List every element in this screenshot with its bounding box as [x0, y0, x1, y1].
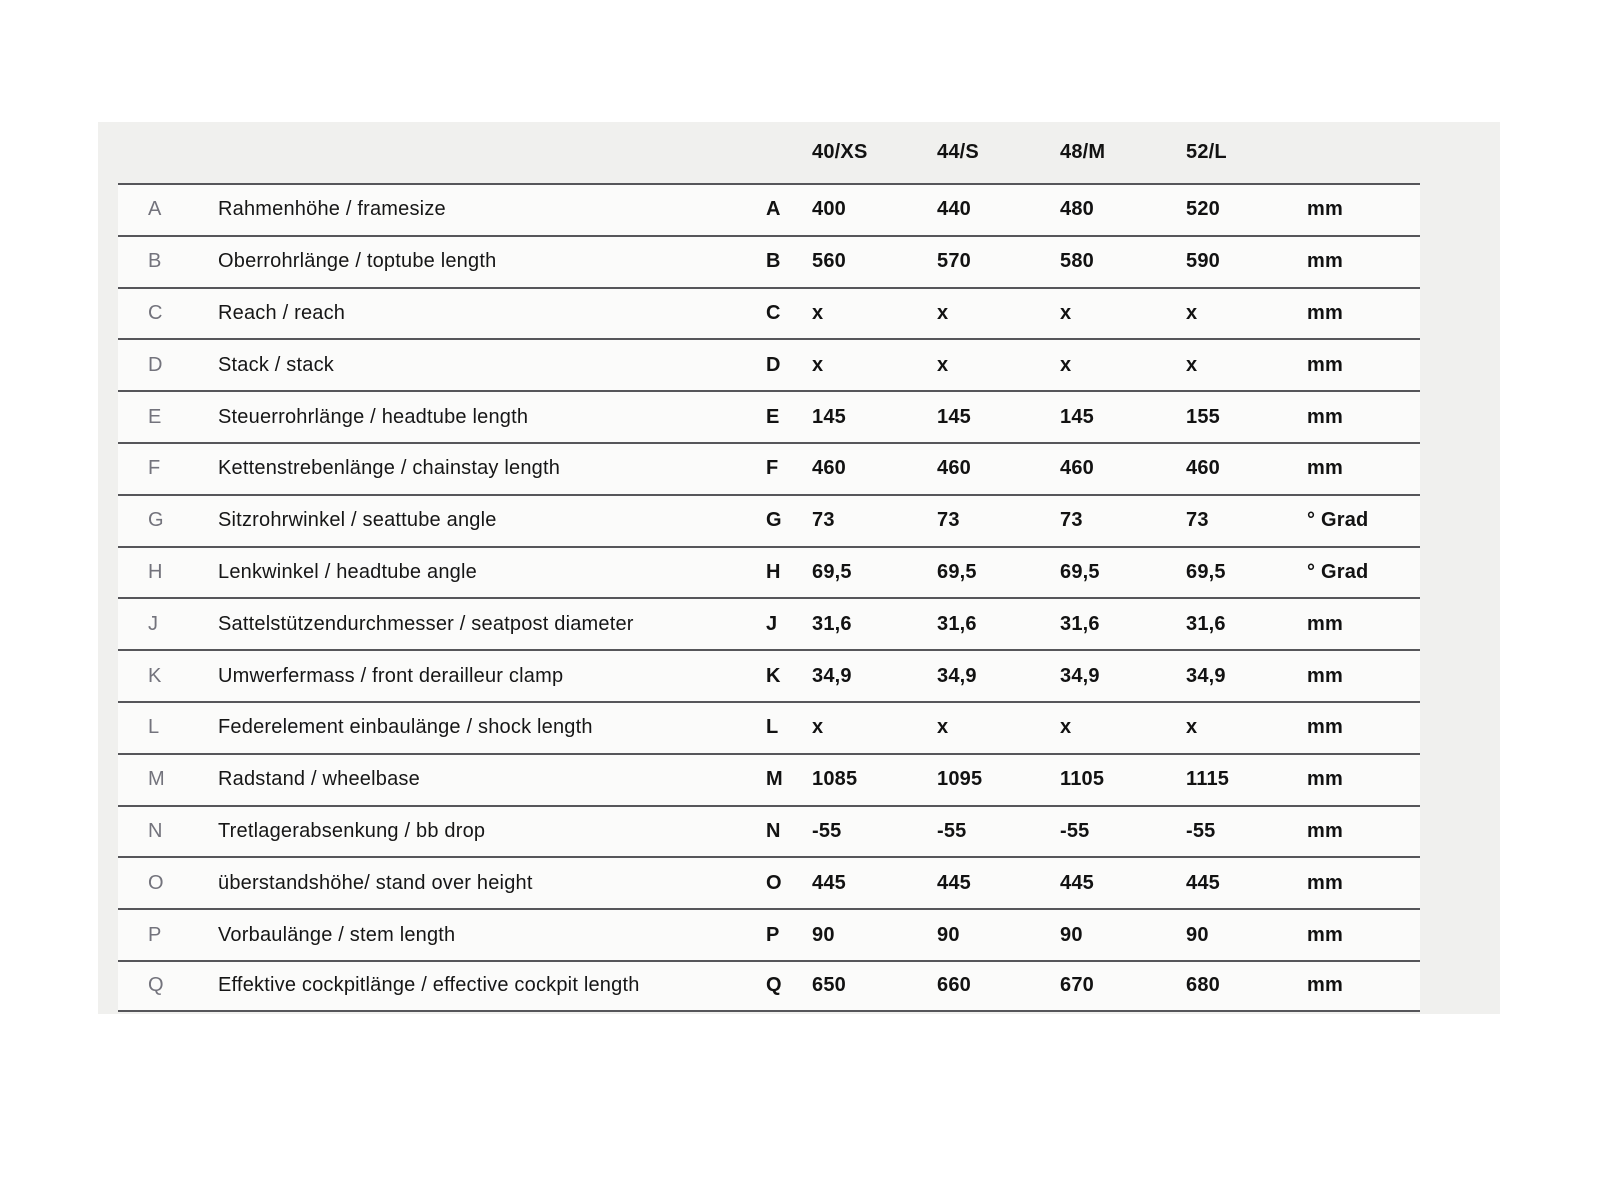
table-row-N	[118, 805, 1420, 857]
value-40xs: 73	[812, 509, 835, 532]
row-letter-right: O	[766, 871, 782, 894]
value-44s: 31,6	[937, 612, 977, 635]
row-unit: mm	[1307, 664, 1343, 687]
row-unit: mm	[1307, 923, 1343, 946]
value-52l: 31,6	[1186, 612, 1226, 635]
row-unit: mm	[1307, 457, 1343, 480]
row-label: Federelement einbaulänge / shock length	[218, 716, 593, 739]
value-40xs: 90	[812, 923, 835, 946]
row-letter-right: C	[766, 301, 781, 324]
value-44s: 73	[937, 509, 960, 532]
row-unit: ° Grad	[1307, 509, 1369, 532]
value-48m: x	[1060, 353, 1072, 376]
value-40xs: 31,6	[812, 612, 852, 635]
table-row-H	[118, 546, 1420, 598]
value-40xs: 400	[812, 198, 846, 221]
value-44s: -55	[937, 819, 967, 842]
row-unit: mm	[1307, 612, 1343, 635]
row-unit: mm	[1307, 974, 1343, 997]
geometry-table	[118, 122, 1420, 1012]
row-letter-left: Q	[148, 974, 164, 997]
row-letter-left: J	[148, 612, 158, 635]
row-unit: ° Grad	[1307, 560, 1369, 583]
row-label: Effektive cockpitlänge / effective cockpit length	[218, 974, 640, 997]
table-row-B	[118, 235, 1420, 287]
value-40xs: x	[812, 716, 824, 739]
row-letter-left: C	[148, 301, 163, 324]
size-header-row	[118, 122, 1420, 183]
row-label: Sattelstützendurchmesser / seatpost diameter	[218, 612, 634, 635]
value-48m: 34,9	[1060, 664, 1100, 687]
value-48m: 145	[1060, 405, 1094, 428]
value-40xs: 69,5	[812, 560, 852, 583]
value-40xs: 650	[812, 974, 846, 997]
table-row-P	[118, 908, 1420, 960]
value-44s: x	[937, 301, 949, 324]
size-header-48m: 48/M	[1060, 141, 1106, 163]
value-48m: x	[1060, 301, 1072, 324]
row-label: Sitzrohrwinkel / seattube angle	[218, 509, 497, 532]
row-letter-right: P	[766, 923, 780, 946]
value-52l: x	[1186, 716, 1198, 739]
value-48m: 670	[1060, 974, 1094, 997]
value-48m: x	[1060, 716, 1072, 739]
row-letter-right: Q	[766, 974, 782, 997]
row-letter-right: E	[766, 405, 780, 428]
row-letter-left: L	[148, 716, 160, 739]
row-unit: mm	[1307, 871, 1343, 894]
table-row-K	[118, 649, 1420, 701]
row-label: Oberrohrlänge / toptube length	[218, 250, 497, 273]
row-letter-right: H	[766, 560, 781, 583]
row-letter-left: O	[148, 871, 164, 894]
value-48m: -55	[1060, 819, 1090, 842]
row-letter-right: D	[766, 353, 781, 376]
row-letter-right: L	[766, 716, 779, 739]
table-row-C	[118, 287, 1420, 339]
row-unit: mm	[1307, 405, 1343, 428]
value-40xs: x	[812, 353, 824, 376]
value-48m: 31,6	[1060, 612, 1100, 635]
value-52l: 73	[1186, 509, 1209, 532]
value-48m: 445	[1060, 871, 1094, 894]
table-row-F	[118, 442, 1420, 494]
row-letter-left: A	[148, 198, 162, 221]
row-label: Vorbaulänge / stem length	[218, 923, 456, 946]
value-52l: 90	[1186, 923, 1209, 946]
value-40xs: x	[812, 301, 824, 324]
row-letter-right: J	[766, 612, 778, 635]
row-unit: mm	[1307, 353, 1343, 376]
value-48m: 90	[1060, 923, 1083, 946]
row-letter-left: G	[148, 509, 164, 532]
value-48m: 69,5	[1060, 560, 1100, 583]
row-letter-right: F	[766, 457, 779, 480]
row-letter-right: M	[766, 768, 783, 791]
value-52l: 34,9	[1186, 664, 1226, 687]
table-row-G	[118, 494, 1420, 546]
value-52l: 520	[1186, 198, 1220, 221]
row-label: Umwerfermass / front derailleur clamp	[218, 664, 564, 687]
row-label: Lenkwinkel / headtube angle	[218, 560, 477, 583]
row-unit: mm	[1307, 198, 1343, 221]
value-40xs: 560	[812, 250, 846, 273]
table-row-D	[118, 338, 1420, 390]
value-44s: x	[937, 716, 949, 739]
table-row-M	[118, 753, 1420, 805]
row-label: Kettenstrebenlänge / chainstay length	[218, 457, 561, 480]
geometry-table-panel	[98, 122, 1500, 1014]
row-unit: mm	[1307, 819, 1343, 842]
row-label: Rahmenhöhe / framesize	[218, 198, 446, 221]
value-48m: 460	[1060, 457, 1094, 480]
row-unit: mm	[1307, 768, 1343, 791]
row-label: Steuerrohrlänge / headtube length	[218, 405, 529, 428]
row-label: Reach / reach	[218, 301, 346, 324]
table-row-L	[118, 701, 1420, 753]
value-52l: 69,5	[1186, 560, 1226, 583]
value-40xs: 145	[812, 405, 846, 428]
row-unit: mm	[1307, 716, 1343, 739]
value-52l: 445	[1186, 871, 1220, 894]
row-letter-left: M	[148, 768, 165, 791]
row-unit: mm	[1307, 250, 1343, 273]
row-letter-left: H	[148, 560, 163, 583]
value-44s: 145	[937, 405, 971, 428]
value-40xs: -55	[812, 819, 842, 842]
value-48m: 73	[1060, 509, 1083, 532]
value-44s: 570	[937, 250, 971, 273]
value-44s: 660	[937, 974, 971, 997]
row-letter-right: G	[766, 509, 782, 532]
value-52l: 155	[1186, 405, 1220, 428]
table-row-J	[118, 597, 1420, 649]
value-44s: 440	[937, 198, 971, 221]
row-letter-left: P	[148, 923, 162, 946]
row-label: Radstand / wheelbase	[218, 768, 420, 791]
row-letter-right: N	[766, 819, 781, 842]
table-row-A	[118, 183, 1420, 235]
value-52l: 680	[1186, 974, 1220, 997]
row-letter-left: D	[148, 353, 163, 376]
row-letter-left: B	[148, 250, 162, 273]
row-label: überstandshöhe/ stand over height	[218, 871, 533, 894]
value-52l: -55	[1186, 819, 1216, 842]
value-52l: x	[1186, 301, 1198, 324]
value-52l: 1115	[1186, 768, 1230, 791]
size-header-40xs: 40/XS	[812, 141, 868, 163]
value-40xs: 445	[812, 871, 846, 894]
value-40xs: 34,9	[812, 664, 852, 687]
value-48m: 1105	[1060, 768, 1105, 791]
row-letter-left: F	[148, 457, 161, 480]
row-label: Tretlagerabsenkung / bb drop	[218, 819, 486, 842]
table-row-O	[118, 856, 1420, 908]
value-40xs: 460	[812, 457, 846, 480]
value-52l: x	[1186, 353, 1198, 376]
value-52l: 590	[1186, 250, 1220, 273]
value-48m: 580	[1060, 250, 1094, 273]
row-letter-left: N	[148, 819, 163, 842]
row-unit: mm	[1307, 301, 1343, 324]
row-letter-left: E	[148, 405, 162, 428]
value-44s: 460	[937, 457, 971, 480]
row-letter-left: K	[148, 664, 162, 687]
row-letter-right: K	[766, 664, 781, 687]
value-48m: 480	[1060, 198, 1094, 221]
value-44s: 34,9	[937, 664, 977, 687]
value-44s: x	[937, 353, 949, 376]
value-44s: 445	[937, 871, 971, 894]
size-header-52l: 52/L	[1186, 141, 1227, 163]
table-row-Q	[118, 960, 1420, 1012]
row-letter-right: B	[766, 250, 781, 273]
size-header-44s: 44/S	[937, 141, 979, 163]
value-44s: 90	[937, 923, 960, 946]
row-letter-right: A	[766, 198, 781, 221]
value-44s: 1095	[937, 768, 983, 791]
value-44s: 69,5	[937, 560, 977, 583]
row-label: Stack / stack	[218, 353, 334, 376]
value-52l: 460	[1186, 457, 1220, 480]
table-row-E	[118, 390, 1420, 442]
value-40xs: 1085	[812, 768, 858, 791]
